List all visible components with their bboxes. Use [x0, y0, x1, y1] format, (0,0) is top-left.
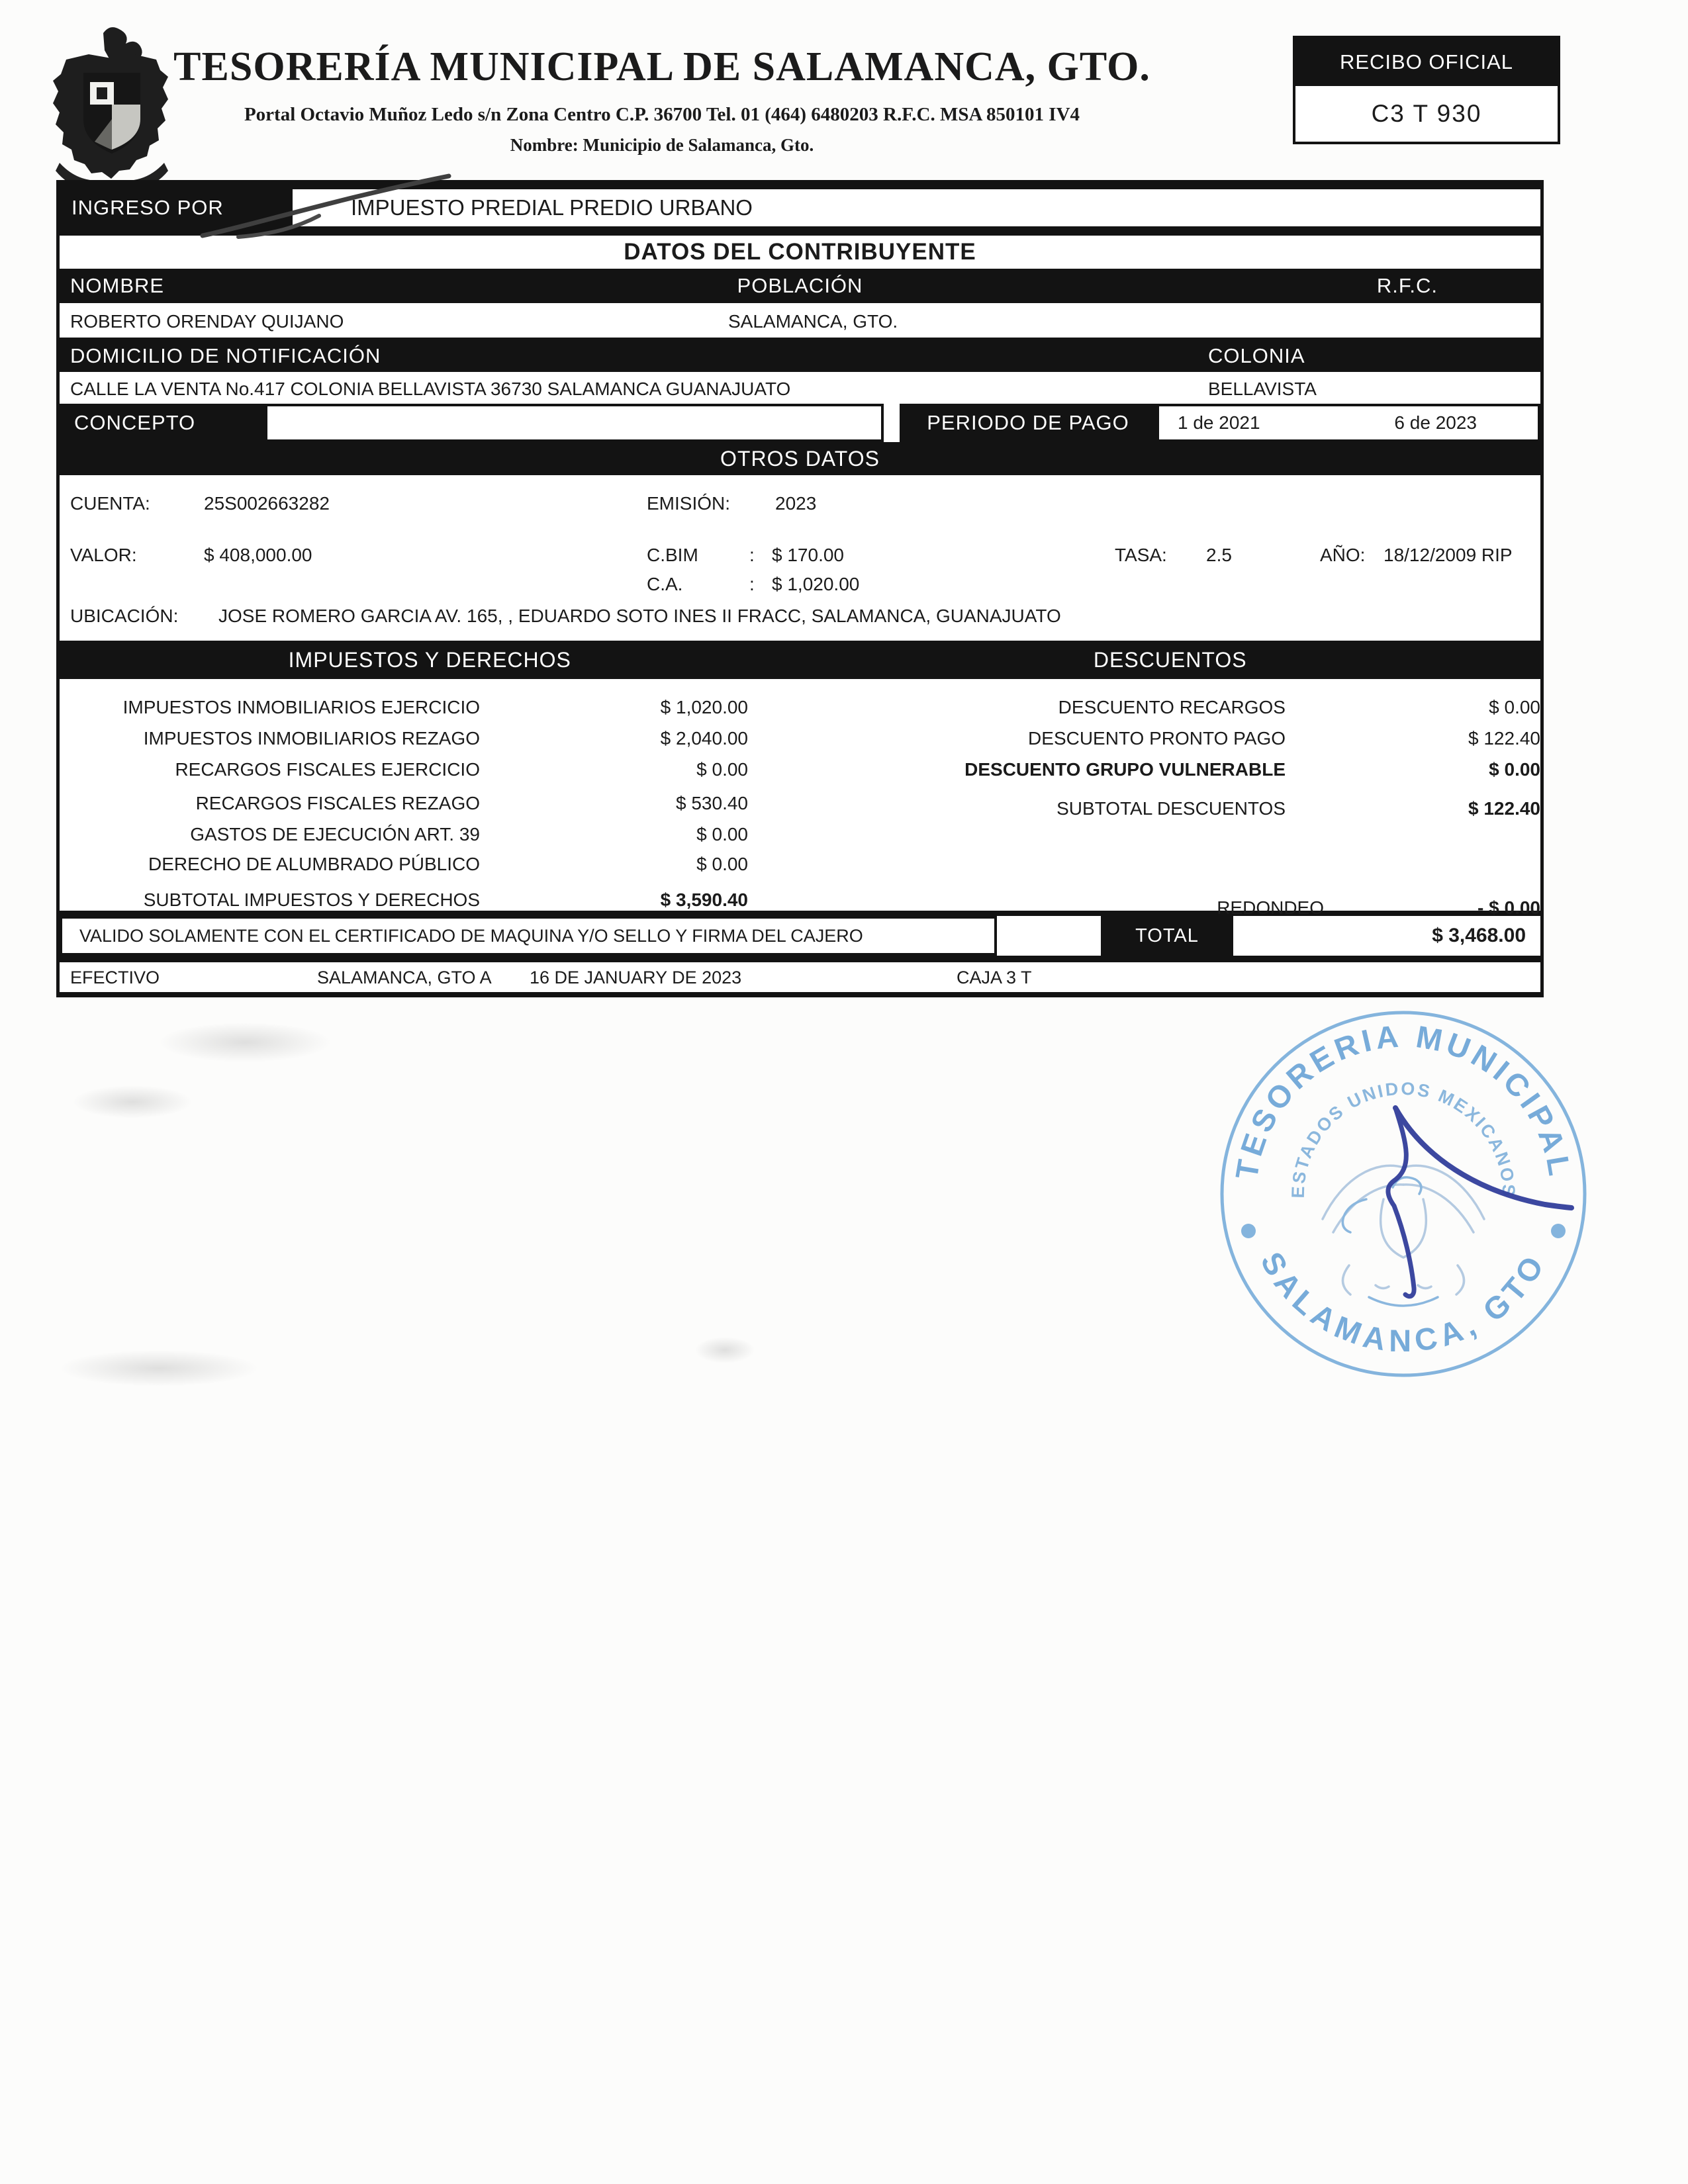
discount-label: DESCUENTO RECARGOS — [1058, 697, 1286, 717]
cuenta-label: CUENTA: — [70, 493, 150, 514]
periodo-desde: 1 de 2021 — [1178, 412, 1260, 433]
scan-smudge — [60, 1350, 258, 1387]
svg-text:TESORERIA MUNICIPAL — [1229, 1018, 1578, 1181]
rfc-label: R.F.C. — [1376, 274, 1438, 297]
seal-arc-top-text: TESORERIA MUNICIPAL — [1228, 1018, 1579, 1182]
table-row — [60, 728, 748, 749]
charge-label: IMPUESTOS INMOBILIARIOS REZAGO — [143, 728, 480, 749]
colonia-value: BELLAVISTA — [1208, 379, 1317, 399]
page-title: TESORERÍA MUNICIPAL DE SALAMANCA, GTO. — [173, 44, 1150, 89]
tasa-value: 2.5 — [1206, 545, 1232, 565]
charge-label: GASTOS DE EJECUCIÓN ART. 39 — [190, 824, 480, 844]
ubicacion-value: JOSE ROMERO GARCIA AV. 165, , EDUARDO SOTO INES II FRACC, SALAMANCA, GUANAJUATO — [218, 606, 1061, 626]
ca-colon: : — [749, 574, 755, 594]
pen-checkmark-icon — [139, 171, 457, 250]
concepto-row — [60, 404, 1540, 442]
scan-smudge — [159, 1023, 331, 1062]
charge-value: $ 530.40 — [676, 793, 748, 813]
valor-label: VALOR: — [70, 545, 137, 565]
seal-dot-right — [1551, 1224, 1566, 1238]
domicilio-values-row — [60, 372, 1540, 404]
nombre-label: NOMBRE — [70, 274, 165, 297]
table-row — [60, 697, 748, 718]
scan-smudge — [73, 1085, 192, 1118]
charge-label: DERECHO DE ALUMBRADO PÚBLICO — [148, 854, 480, 874]
lugar-value: SALAMANCA, GTO A — [317, 968, 492, 987]
nombre-value: ROBERTO ORENDAY QUIJANO — [70, 311, 344, 332]
anio-value: 18/12/2009 RIP — [1383, 545, 1513, 565]
domicilio-value: CALLE LA VENTA No.417 COLONIA BELLAVISTA 36730 SALAMANCA GUANAJUATO — [70, 379, 791, 399]
domicilio-labels-bar — [60, 338, 1540, 372]
tasa-label: TASA: — [1115, 545, 1167, 565]
valor-value: $ 408,000.00 — [204, 545, 312, 565]
letterhead-name: Nombre: Municipio de Salamanca, Gto. — [510, 135, 814, 155]
contribuyente-values-row — [60, 303, 1540, 338]
table-row — [804, 728, 1540, 749]
total-value: $ 3,468.00 — [1432, 925, 1526, 946]
charge-label: IMPUESTOS INMOBILIARIOS EJERCICIO — [122, 697, 480, 717]
ingreso-label: INGRESO POR — [60, 189, 293, 226]
domicilio-label: DOMICILIO DE NOTIFICACIÓN — [70, 344, 381, 367]
anio-label: AÑO: — [1320, 545, 1366, 565]
discount-value: $ 0.00 — [1489, 759, 1540, 780]
discount-value: $ 0.00 — [1489, 697, 1540, 717]
scan-smudge — [695, 1337, 755, 1363]
cbim-colon: : — [749, 545, 755, 565]
letterhead — [99, 44, 1225, 156]
ca-value: $ 1,020.00 — [772, 574, 860, 594]
otros-datos-area — [60, 475, 1540, 641]
poblacion-label: POBLACIÓN — [737, 274, 863, 297]
forma-pago-value: EFECTIVO — [70, 968, 160, 987]
charge-value: $ 2,040.00 — [660, 728, 748, 749]
redondeo-row — [804, 897, 1540, 919]
divider-bar — [60, 992, 1540, 997]
table-row — [804, 759, 1540, 780]
receipt-number-box — [1293, 36, 1560, 144]
subtotal-descuentos-label: SUBTOTAL DESCUENTOS — [1056, 798, 1286, 819]
ca-label: C.A. — [647, 574, 683, 594]
cuenta-value: 25S002663282 — [204, 493, 330, 514]
emision-label: EMISIÓN: — [647, 493, 731, 514]
periodo-hasta: 6 de 2023 — [1394, 412, 1477, 433]
subtotal-descuentos-row — [804, 798, 1540, 819]
charge-value: $ 0.00 — [696, 824, 748, 844]
table-row — [60, 793, 748, 814]
total-row — [60, 916, 1540, 956]
charge-value: $ 0.00 — [696, 854, 748, 874]
total-label: TOTAL — [1101, 916, 1233, 956]
ingreso-row — [60, 189, 1540, 226]
charges-discounts-area — [60, 679, 1540, 918]
receipt-box-title: RECIBO OFICIAL — [1295, 38, 1558, 86]
charge-label: RECARGOS FISCALES EJERCICIO — [175, 759, 480, 780]
seal-inner-arc-text: ESTADOS UNIDOS MEXICANOS — [1288, 1078, 1519, 1199]
poblacion-value: SALAMANCA, GTO. — [728, 311, 898, 332]
emision-value: 2023 — [775, 493, 817, 514]
receipt-body — [56, 180, 1544, 997]
concepto-label: CONCEPTO — [60, 404, 265, 442]
ingreso-value: IMPUESTO PREDIAL PREDIO URBANO — [351, 195, 753, 220]
charge-label: RECARGOS FISCALES REZAGO — [195, 793, 480, 813]
concepto-value-box — [265, 404, 884, 442]
redondeo-value: - $ 0.00 — [1477, 897, 1540, 918]
fecha-value: 16 DE JANUARY DE 2023 — [530, 968, 742, 987]
table-row — [60, 759, 748, 780]
ubicacion-label: UBICACIÓN: — [70, 606, 179, 626]
periodo-pago-label: PERIODO DE PAGO — [900, 404, 1156, 442]
seal-arc-bottom-text: SALAMANCA, GTO — [1254, 1246, 1553, 1359]
payment-row — [60, 962, 1540, 992]
discount-label: DESCUENTO GRUPO VULNERABLE — [964, 759, 1286, 780]
section-otros-datos: OTROS DATOS — [60, 442, 1540, 475]
tables-header-bar — [60, 641, 1540, 679]
letterhead-address: Portal Octavio Muñoz Ledo s/n Zona Centro C.P. 36700 Tel. 01 (464) 6480203 R.F.C. MSA 850101 IV4 — [244, 104, 1080, 125]
valido-notice: VALIDO SOLAMENTE CON EL CERTIFICADO DE MAQUINA Y/O SELLO Y FIRMA DEL CAJERO — [60, 916, 997, 956]
caja-value: CAJA 3 T — [957, 968, 1032, 987]
table-row — [60, 854, 748, 875]
periodo-pago-box — [1156, 404, 1540, 442]
discount-value: $ 122.40 — [1468, 728, 1540, 749]
section-descuentos: DESCUENTOS — [1093, 647, 1247, 672]
receipt-folio: C3 T 930 — [1371, 100, 1482, 127]
divider-bar — [60, 956, 1540, 962]
subtotal-impuestos-label: SUBTOTAL IMPUESTOS Y DERECHOS — [143, 889, 480, 910]
contribuyente-labels-bar — [60, 269, 1540, 303]
seal-dot-left — [1241, 1224, 1256, 1238]
tesoreria-municipal-seal-icon — [1210, 1001, 1597, 1387]
colonia-label: COLONIA — [1208, 344, 1305, 367]
redondeo-label: REDONDEO — [1217, 897, 1324, 918]
section-impuestos-derechos: IMPUESTOS Y DERECHOS — [288, 647, 571, 672]
cbim-value: $ 170.00 — [772, 545, 844, 565]
table-row — [60, 824, 748, 845]
cbim-label: C.BIM — [647, 545, 698, 565]
discount-label: DESCUENTO PRONTO PAGO — [1028, 728, 1286, 749]
charge-value: $ 0.00 — [696, 759, 748, 780]
charge-value: $ 1,020.00 — [660, 697, 748, 717]
subtotal-descuentos-value: $ 122.40 — [1468, 798, 1540, 819]
subtotal-impuestos-value: $ 3,590.40 — [660, 889, 748, 910]
table-row — [804, 697, 1540, 718]
section-datos-contribuyente: DATOS DEL CONTRIBUYENTE — [624, 239, 976, 265]
subtotal-impuestos-row — [60, 889, 748, 911]
